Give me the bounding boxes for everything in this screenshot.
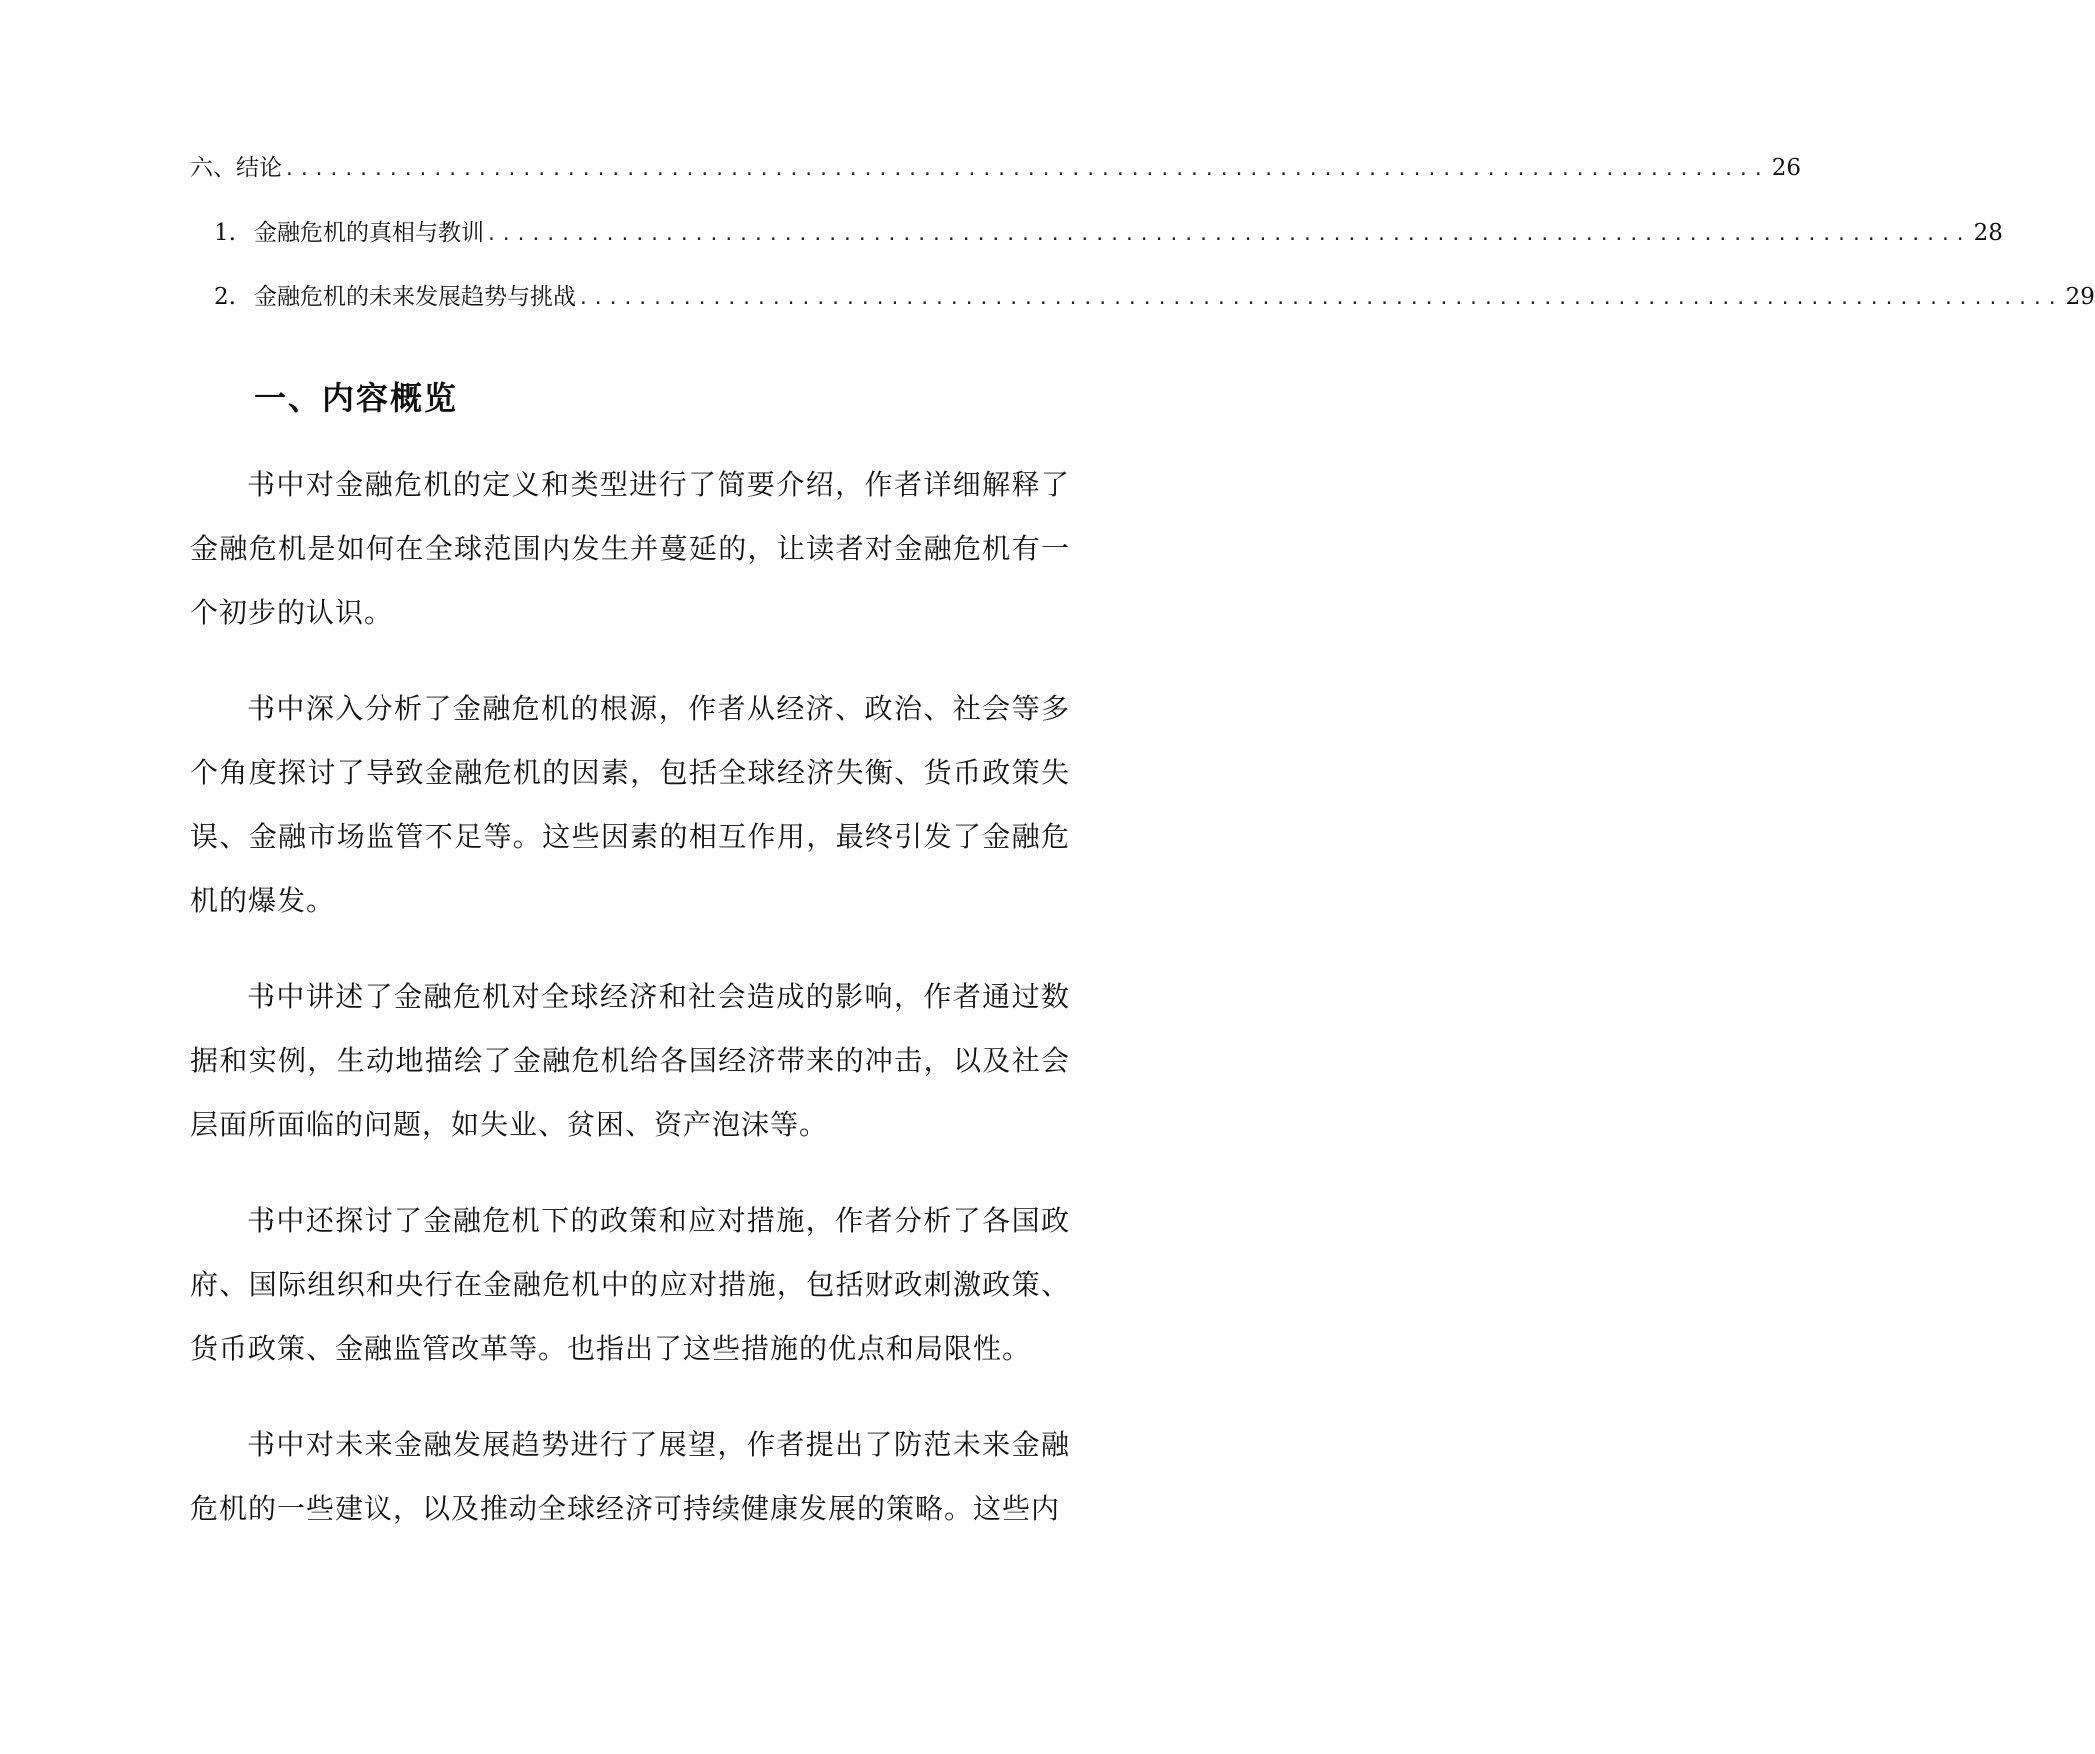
toc-entry-page: 29	[2065, 284, 2095, 310]
body-paragraph: 书中对未来金融发展趋势进行了展望，作者提出了防范未来金融危机的一些建议，以及推动全球经济可持续健康发展的策略。这些内	[190, 1428, 1070, 1525]
section-heading: 一、内容概览	[254, 379, 459, 417]
toc-dot-leader: ....................................................................................................	[284, 159, 1768, 180]
toc-entry-label: 六、结论	[190, 155, 282, 181]
body-paragraph: 书中对金融危机的定义和类型进行了简要介绍，作者详细解释了金融危机是如何在全球范围内发生并蔓延的，让读者对金融危机有一个初步的认识。	[190, 468, 1070, 629]
toc-entry-conclusion[interactable]	[190, 153, 1801, 185]
toc-entry-label: 金融危机的真相与教训	[253, 220, 484, 246]
toc-entry-number: 2.	[214, 284, 236, 310]
toc-entry-number: 1.	[214, 220, 236, 246]
body-paragraph: 书中还探讨了金融危机下的政策和应对措施，作者分析了各国政府、国际组织和央行在金融危机中的应对措施，包括财政刺激政策、货币政策、金融监管改革等。也指出了这些措施的优点和局限性。	[190, 1204, 1070, 1365]
toc-entry-page: 26	[1771, 155, 1801, 181]
toc-dot-leader: ....................................................................................................	[577, 288, 2062, 309]
toc-dot-leader: ....................................................................................................	[485, 224, 1970, 245]
body-paragraph: 书中讲述了金融危机对全球经济和社会造成的影响，作者通过数据和实例，生动地描绘了金融危机给各国经济带来的冲击，以及社会层面所面临的问题，如失业、贫困、资产泡沫等。	[190, 980, 1070, 1141]
body-paragraph: 书中深入分析了金融危机的根源，作者从经济、政治、社会等多个角度探讨了导致金融危机的因素，包括全球经济失衡、货币政策失误、金融市场监管不足等。这些因素的相互作用，最终引发了金融危机的爆发。	[190, 692, 1070, 917]
toc-entry-truth-lessons[interactable]	[214, 218, 2003, 250]
toc-entry-label: 金融危机的未来发展趋势与挑战	[253, 284, 576, 310]
toc-entry-page: 28	[1973, 220, 2003, 246]
toc-entry-future-trends[interactable]	[214, 282, 2095, 314]
